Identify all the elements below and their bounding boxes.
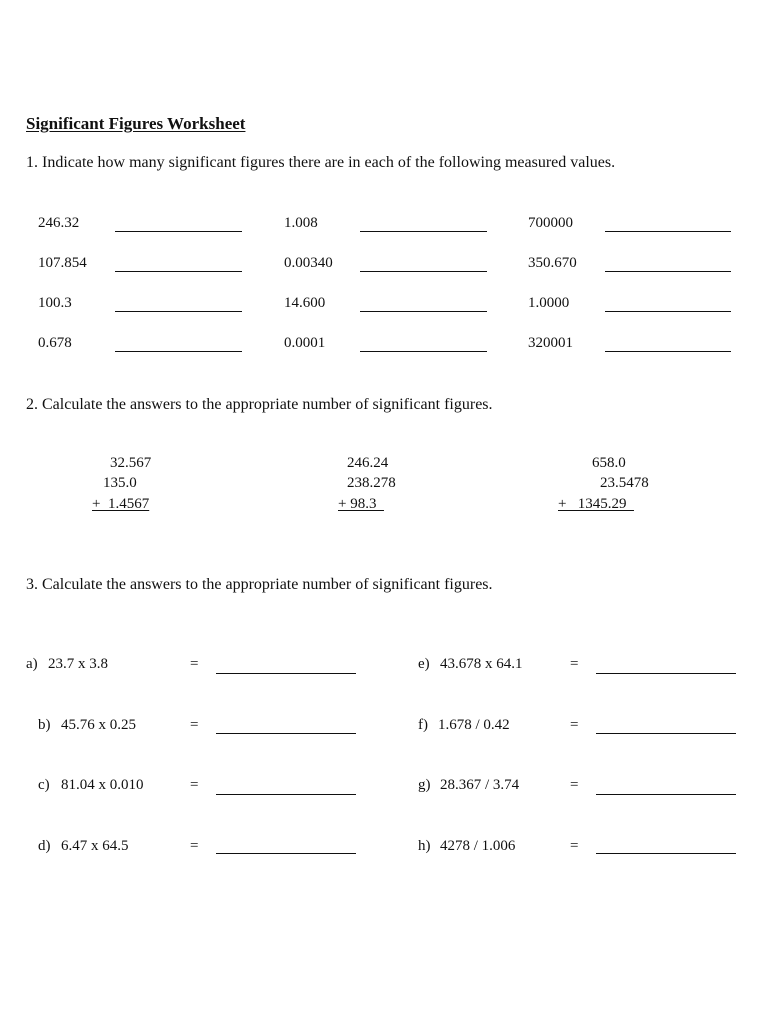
addend-line-1: 658.0 <box>592 455 626 471</box>
page-title: Significant Figures Worksheet <box>26 114 246 133</box>
equals-sign: = <box>190 838 199 854</box>
value-1-008: 1.008 <box>284 215 318 231</box>
item-h-label: h) <box>418 838 431 854</box>
equals-sign: = <box>570 777 579 793</box>
addend-line-2: 23.5478 <box>600 475 649 491</box>
answer-blank[interactable] <box>360 311 487 312</box>
item-c-label: c) <box>38 777 50 793</box>
answer-blank[interactable] <box>596 733 736 734</box>
answer-blank[interactable] <box>360 271 487 272</box>
addend-line-3: + 98.3 <box>338 496 384 512</box>
question-3-prompt: 3. Calculate the answers to the appropriate number of significant figures. <box>26 576 493 593</box>
answer-blank[interactable] <box>216 733 356 734</box>
item-a-label: a) <box>26 656 38 672</box>
item-g-expression: 28.367 / 3.74 <box>440 777 520 793</box>
answer-blank[interactable] <box>596 673 736 674</box>
addend-line-1: 32.567 <box>110 455 152 471</box>
item-d-label: d) <box>38 838 51 854</box>
equals-sign: = <box>190 777 199 793</box>
equals-sign: = <box>570 838 579 854</box>
value-0-00340: 0.00340 <box>284 255 333 271</box>
answer-blank[interactable] <box>605 271 731 272</box>
value-246-32: 246.32 <box>38 215 80 231</box>
equals-sign: = <box>570 656 579 672</box>
value-320001: 320001 <box>528 335 573 351</box>
answer-blank[interactable] <box>115 231 242 232</box>
answer-blank[interactable] <box>605 231 731 232</box>
answer-blank[interactable] <box>216 673 356 674</box>
answer-blank[interactable] <box>596 853 736 854</box>
equals-sign: = <box>190 656 199 672</box>
answer-blank[interactable] <box>360 231 487 232</box>
answer-blank[interactable] <box>115 311 242 312</box>
value-350-670: 350.670 <box>528 255 577 271</box>
value-107-854: 107.854 <box>38 255 87 271</box>
item-g-label: g) <box>418 777 431 793</box>
addend-line-2: 238.278 <box>347 475 396 491</box>
addend-line-3: + 1.4567 <box>92 496 150 512</box>
value-0-0001: 0.0001 <box>284 335 326 351</box>
item-b-label: b) <box>38 717 51 733</box>
answer-blank[interactable] <box>596 794 736 795</box>
value-0-678: 0.678 <box>38 335 72 351</box>
answer-blank[interactable] <box>216 794 356 795</box>
addend-line-3: + 1345.29 <box>558 496 634 512</box>
item-e-expression: 43.678 x 64.1 <box>440 656 523 672</box>
question-2-prompt: 2. Calculate the answers to the appropriate number of significant figures. <box>26 396 493 413</box>
item-f-expression: 1.678 / 0.42 <box>438 717 510 733</box>
item-h-expression: 4278 / 1.006 <box>440 838 516 854</box>
answer-blank[interactable] <box>115 271 242 272</box>
question-1-prompt: 1. Indicate how many significant figures there are in each of the following measured values. <box>26 154 616 171</box>
addend-line-1: 246.24 <box>347 455 389 471</box>
value-700000: 700000 <box>528 215 573 231</box>
value-100-3: 100.3 <box>38 295 72 311</box>
equals-sign: = <box>190 717 199 733</box>
addend-line-2: 135.0 <box>103 475 137 491</box>
answer-blank[interactable] <box>605 311 731 312</box>
answer-blank[interactable] <box>216 853 356 854</box>
item-d-expression: 6.47 x 64.5 <box>61 838 129 854</box>
value-1-0000: 1.0000 <box>528 295 570 311</box>
item-a-expression: 23.7 x 3.8 <box>48 656 108 672</box>
item-b-expression: 45.76 x 0.25 <box>61 717 136 733</box>
answer-blank[interactable] <box>115 351 242 352</box>
item-c-expression: 81.04 x 0.010 <box>61 777 144 793</box>
answer-blank[interactable] <box>605 351 731 352</box>
value-14-600: 14.600 <box>284 295 326 311</box>
item-f-label: f) <box>418 717 428 733</box>
answer-blank[interactable] <box>360 351 487 352</box>
equals-sign: = <box>570 717 579 733</box>
item-e-label: e) <box>418 656 430 672</box>
